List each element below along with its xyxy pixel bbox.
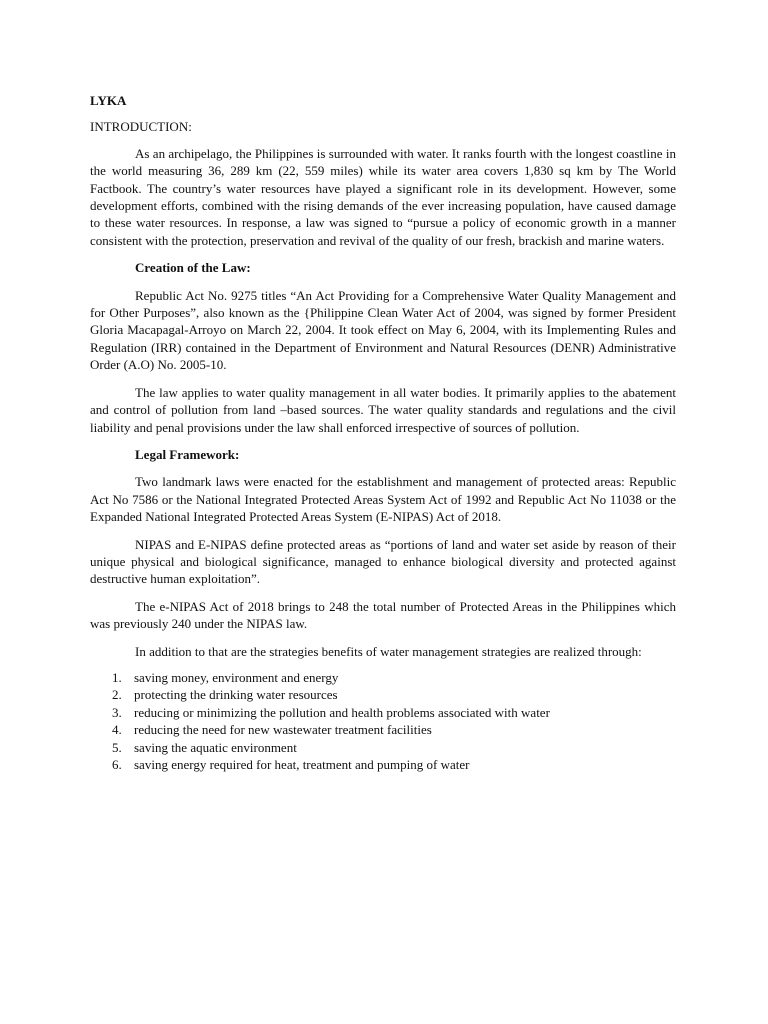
list-item: [90, 756, 676, 773]
list-item-number: 5.: [112, 739, 122, 755]
introduction-label: INTRODUCTION:: [90, 119, 192, 135]
list-item: [90, 669, 676, 686]
strategies-lead-paragraph: In addition to that are the strategies benefits of water management strategies are realized through:: [135, 643, 642, 659]
legal-paragraph-1: Two landmark laws were enacted for the establishment and management of protected areas: Republic Act No 7586 or the National Integrated Protected Areas System Act of 1992 and Republic Act No 11038 or the Expanded National Integrated Protected Areas System (E-NIPAS) Act of 2018.: [90, 474, 676, 525]
list-item-text: protecting the drinking water resources: [134, 687, 338, 703]
introduction-paragraph: As an archipelago, the Philippines is surrounded with water. It ranks fourth with the longest coastline in the world measuring 36, 289 km (22, 559 miles) while its water area covers 1,830 sq km by The World Factbook. The country’s water resources have played a significant role in its development. However, some development efforts, combined with the rising demands of the ever increasing population, have caused damage to these water resources. In response, a law was signed to “pursue a policy of economic growth in a manner consistent with the protection, preservation and revival of the quality of our fresh, brackish and marine waters.: [90, 145, 676, 248]
list-item-text: saving money, environment and energy: [134, 669, 339, 685]
legal-framework-heading: Legal Framework:: [135, 446, 240, 462]
list-item-number: 3.: [112, 704, 122, 720]
document-body: [90, 92, 676, 773]
legal-paragraph-2: NIPAS and E-NIPAS define protected areas as “portions of land and water set aside by reason of their unique physical and biological significance, managed to enhance biological diversity and protected against destructive human exploitation”.: [90, 536, 676, 587]
creation-of-law-heading: Creation of the Law:: [135, 260, 251, 276]
list-item: [90, 686, 676, 703]
list-item-text: reducing or minimizing the pollution and health problems associated with water: [134, 704, 550, 720]
author-name: LYKA: [90, 93, 127, 108]
list-item-text: saving energy required for heat, treatment and pumping of water: [134, 757, 470, 772]
list-item-text: reducing the need for new wastewater treatment facilities: [134, 722, 432, 738]
legal-paragraph-3: The e-NIPAS Act of 2018 brings to 248 the total number of Protected Areas in the Philippines which was previously 240 under the NIPAS law.: [90, 598, 676, 632]
benefits-list: [90, 669, 676, 773]
creation-paragraph-2: The law applies to water quality management in all water bodies. It primarily applies to the abatement and control of pollution from land –based sources. The water quality standards and regulations and the civil liability and penal provisions under the law shall enforced irrespective of sources of pollution.: [90, 384, 676, 435]
list-item-number: 6.: [112, 757, 122, 772]
creation-paragraph-1: Republic Act No. 9275 titles “An Act Providing for a Comprehensive Water Quality Management and for Other Purposes”, also known as the {Philippine Clean Water Act of 2004, was signed by former President Gloria Macapagal-Arroyo on March 22, 2004. It took effect on May 6, 2004, with its Implementing Rules and Regulation (IRR) contained in the Department of Environment and Natural Resources (DENR) Administrative Order (A.O) No. 2005-10.: [90, 287, 676, 373]
list-item: [90, 721, 676, 738]
list-item: [90, 704, 676, 721]
list-item: [90, 739, 676, 756]
list-item-number: 2.: [112, 687, 122, 703]
list-item-text: saving the aquatic environment: [134, 739, 297, 755]
list-item-number: 1.: [112, 669, 122, 685]
list-item-number: 4.: [112, 722, 122, 738]
